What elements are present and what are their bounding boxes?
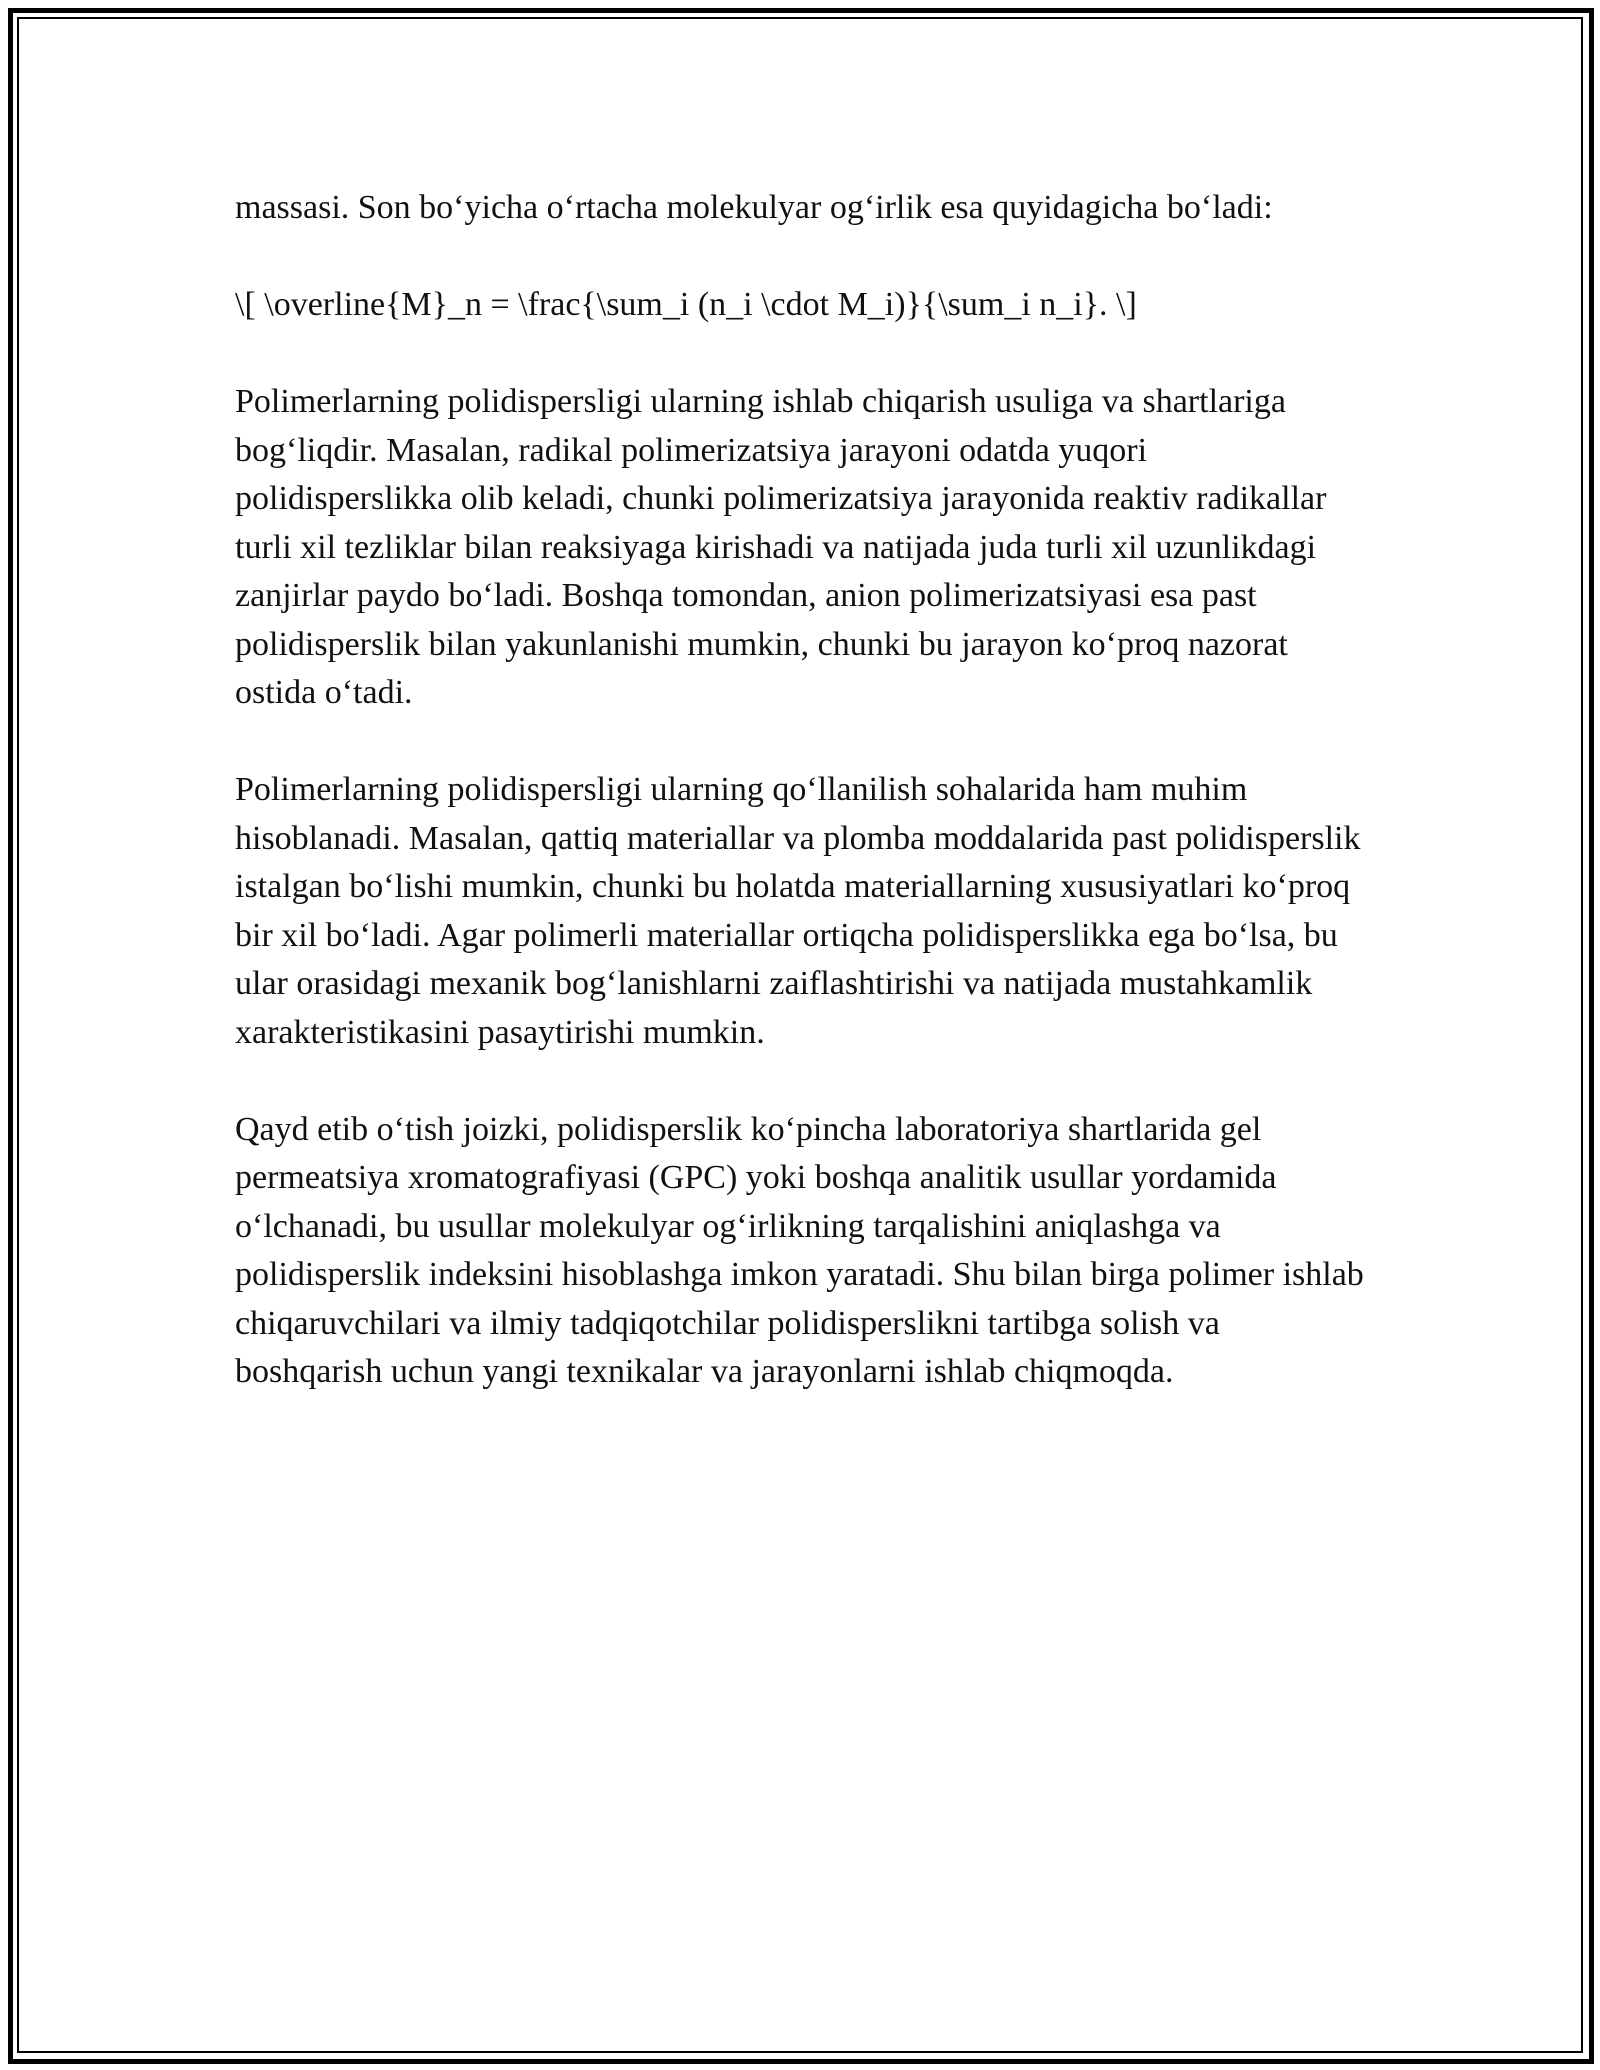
paragraph-production: Polimerlarning polidispersligi ularning ishlab chiqarish usuliga va shartlariga bog‘liqdir. Masalan, radikal polimerizatsiya jarayoni odatda yuqori polidisperslikka olib keladi, chunki polimerizatsiya jarayonida reaktiv radikallar turli xil tezliklar bilan reaksiyaga kirishadi va natijada juda turli xil uzunlikdagi zanjirlar paydo bo‘ladi. Boshqa tomondan, anion polimerizatsiyasi esa past polidisperslik bilan yakunlanishi mumkin, chunki bu jarayon ko‘proq nazorat ostida o‘tadi.	[235, 383, 1327, 711]
paragraph-intro: massasi. Son bo‘yicha o‘rtacha molekulyar og‘irlik esa quyidagicha bo‘ladi:	[235, 189, 1273, 226]
formula-line: \[ \overline{M}_n = \frac{\sum_i (n_i \cdot M_i)}{\sum_i n_i}. \]	[235, 286, 1137, 323]
document-body	[235, 184, 1365, 1397]
paragraph-measurement: Qayd etib o‘tish joizki, polidisperslik ko‘pincha laboratoriya shartlarida gel permeatsiya xromatografiyasi (GPC) yoki boshqa analitik usullar yordamida o‘lchanadi, bu usullar molekulyar og‘irlikning tarqalishini aniqlashga va polidisperslik indeksini hisoblashga imkon yaratadi. Shu bilan birga polimer ishlab chiqaruvchilari va ilmiy tadqiqotchilar polidisperslikni tartibga solish va boshqarish uchun yangi texnikalar va jarayonlarni ishlab chiqmoqda.	[235, 1110, 1364, 1390]
paragraph-applications: Polimerlarning polidispersligi ularning qo‘llanilish sohalarida ham muhim hisoblanadi. Masalan, qattiq materiallar va plomba moddalarida past polidisperslik istalgan bo‘lishi mumkin, chunki bu holatda materiallarning xususiyatlari ko‘proq bir xil bo‘ladi. Agar polimerli materiallar ortiqcha polidisperslikka ega bo‘lsa, bu ular orasidagi mexanik bog‘lanishlarni zaiflashtirishi va natijada mustahkamlik xarakteristikasini pasaytirishi mumkin.	[235, 771, 1361, 1051]
